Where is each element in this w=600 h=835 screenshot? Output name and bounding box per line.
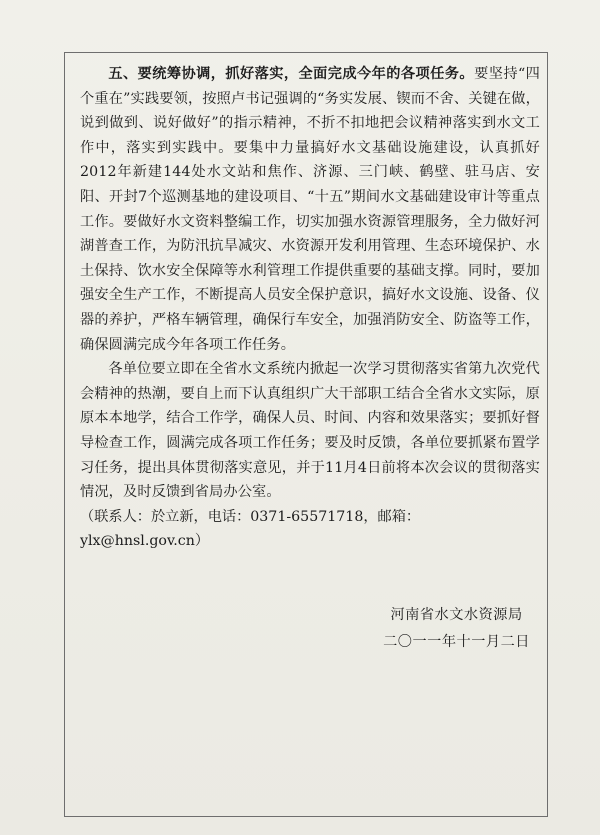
closing-paragraph: 各单位要立即在全省水文系统内掀起一次学习贯彻落实省第九次党代会精神的热潮，要自上而下认真组织广大干部职工结合全省水文实际，原原本本地学，结合工作学，确保人员、时间、内容和效果落实；要抓好督导检查工作，圆满完成各项工作任务；要及时反馈，各单位要抓紧布置学习任务，提出具体贯彻落实意见，并于11月4日前将本次会议的贯彻落实情况，及时反馈到省局办公室。 <box>80 361 540 501</box>
issuing-organization: 河南省水文水资源局 <box>390 607 523 623</box>
issue-date: 二〇一一年十一月二日 <box>383 634 530 650</box>
section-five-body: 要坚持“四个重在”实践要领，按照卢书记强调的“务实发展、锲而不舍、关键在做，说到做到、说好做好”的指示精神，不折不扣地把会议精神落实到水文工作中，落实到实践中。要集中力量搞好水文基础设施建设，认真抓好2012年新建144处水文站和焦作、济源、三门峡、鹤壁、驻马店、安阳、开封7个巡测基地的建设项目、“十五”期间水文基础建设审计等重点工作。要做好水文资料整编工作，切实加强水资源管理服务，全力做好河湖普查工作，为防汛抗旱减灾、水资源开发利用管理、生态环境保护、水土保持、饮水安全保障等水利管理工作提供重要的基础支撑。同时，要加强安全生产工作，不断提高人员安全保护意识，搞好水文设施、设备、仪器的养护，严格车辆管理，确保行车安全，加强消防安全、防盗等工作，确保圆满完成今年各项工作任务。 <box>80 66 540 353</box>
section-five-paragraph <box>80 62 540 357</box>
document-body <box>80 62 540 554</box>
contact-line: （联系人：於立新，电话：0371-65571718，邮箱：ylx@hnsl.gov.cn） <box>80 508 421 550</box>
signature-block <box>383 602 530 656</box>
section-five-heading: 五、要统筹协调，抓好落实，全面完成今年的各项任务。 <box>108 66 475 82</box>
